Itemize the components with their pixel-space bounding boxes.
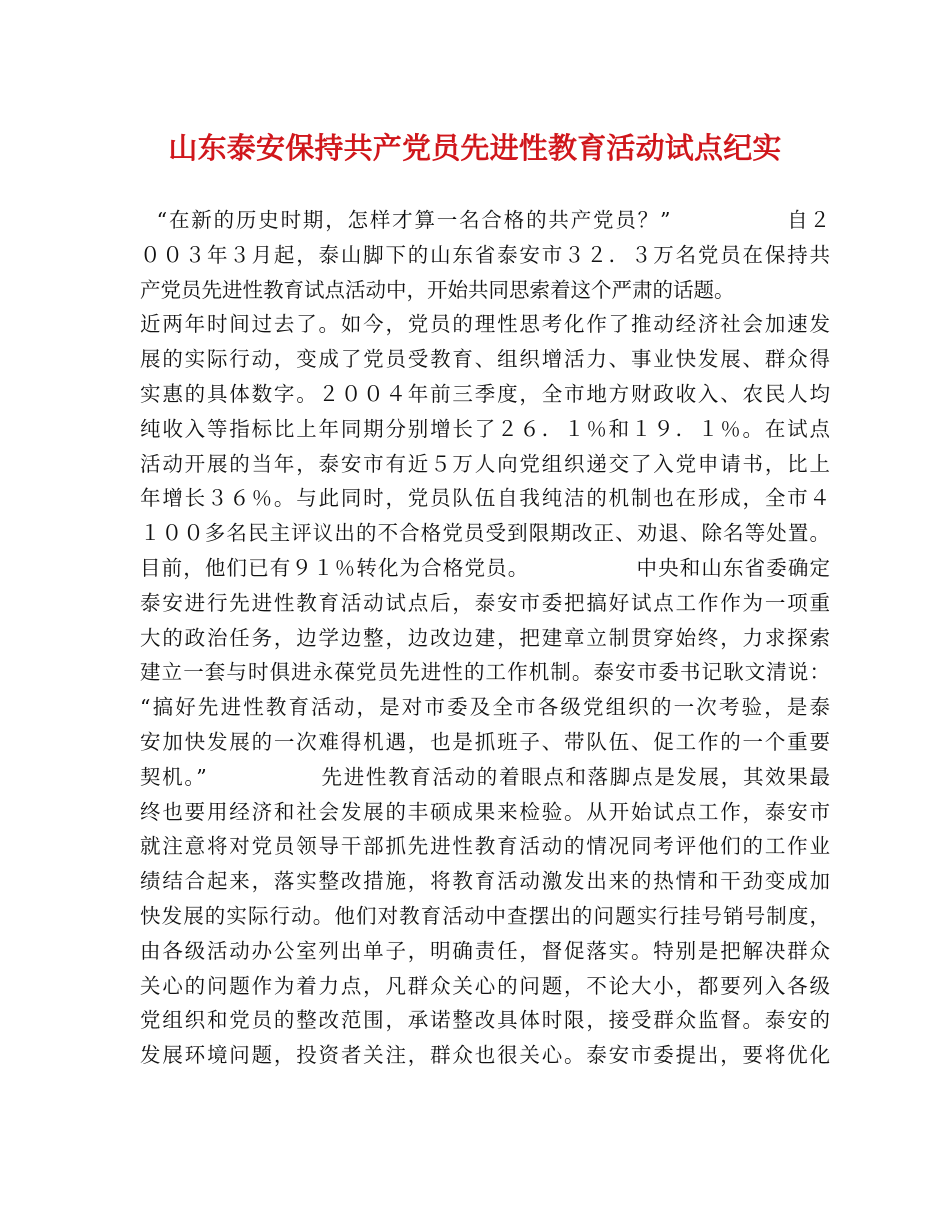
body-line: 年增长３６％。与此同时，党员队伍自我纯洁的机制也在形成，全市４ — [140, 486, 830, 511]
body-line: “在新的历史时期，怎样才算一名合格的共产党员？” 自２ — [140, 208, 830, 232]
body-line: 关心的问题作为着力点，凡群众关心的问题，不论大小，都要列入各级 — [140, 973, 830, 998]
document-body — [140, 203, 830, 1073]
body-line: 建立一套与时俱进永葆党员先进性的工作机制。泰安市委书记耿文清说： — [140, 660, 830, 685]
body-line: 就注意将对党员领导干部抓先进性教育活动的情况同考评他们的工作业 — [140, 834, 830, 859]
body-line: “搞好先进性教育活动，是对市委及全市各级党组织的一次考验，是泰 — [140, 695, 830, 720]
body-line: 实惠的具体数字。２００４年前三季度，全市地方财政收入、农民人均 — [140, 381, 830, 406]
body-line: 终也要用经济和社会发展的丰硕成果来检验。从开始试点工作，泰安市 — [140, 799, 830, 824]
body-line: 近两年时间过去了。如今，党员的理性思考化作了推动经济社会加速发 — [140, 312, 830, 337]
body-line: ００３年３月起，泰山脚下的山东省泰安市３２．３万名党员在保持共 — [140, 242, 830, 267]
body-line: 党组织和党员的整改范围，承诺整改具体时限，接受群众监督。泰安的 — [140, 1008, 830, 1033]
body-line: 契机。” 先进性教育活动的着眼点和落脚点是发展，其效果最 — [140, 764, 830, 789]
body-line: 产党员先进性教育试点活动中，开始共同思索着这个严肃的话题。 — [140, 277, 735, 302]
body-line: 展的实际行动，变成了党员受教育、组织增活力、事业快发展、群众得 — [140, 347, 830, 372]
body-line: 快发展的实际行动。他们对教育活动中查摆出的问题实行挂号销号制度， — [140, 903, 830, 928]
body-line: 绩结合起来，落实整改措施，将教育活动激发出来的热情和干劲变成加 — [140, 869, 830, 894]
body-line: 安加快发展的一次难得机遇，也是抓班子、带队伍、促工作的一个重要 — [140, 729, 830, 754]
body-line: 发展环境问题，投资者关注，群众也很关心。泰安市委提出，要将优化 — [140, 1043, 830, 1068]
body-line: 大的政治任务，边学边整，边改边建，把建章立制贯穿始终，力求探索 — [140, 625, 830, 650]
body-line: １００多名民主评议出的不合格党员受到限期改正、劝退、除名等处置。 — [140, 521, 830, 546]
document-title: 山东泰安保持共产党员先进性教育活动试点纪实 — [168, 131, 782, 165]
body-line: 活动开展的当年，泰安市有近５万人向党组织递交了入党申请书，比上 — [140, 451, 830, 476]
body-line: 由各级活动办公室列出单子，明确责任，督促落实。特别是把解决群众 — [140, 938, 830, 963]
body-line: 目前，他们已有９１％转化为合格党员。 中央和山东省委确定 — [140, 555, 830, 580]
body-line: 纯收入等指标比上年同期分别增长了２６．１％和１９．１％。在试点 — [140, 416, 830, 441]
body-line: 泰安进行先进性教育活动试点后，泰安市委把搞好试点工作作为一项重 — [140, 590, 830, 615]
